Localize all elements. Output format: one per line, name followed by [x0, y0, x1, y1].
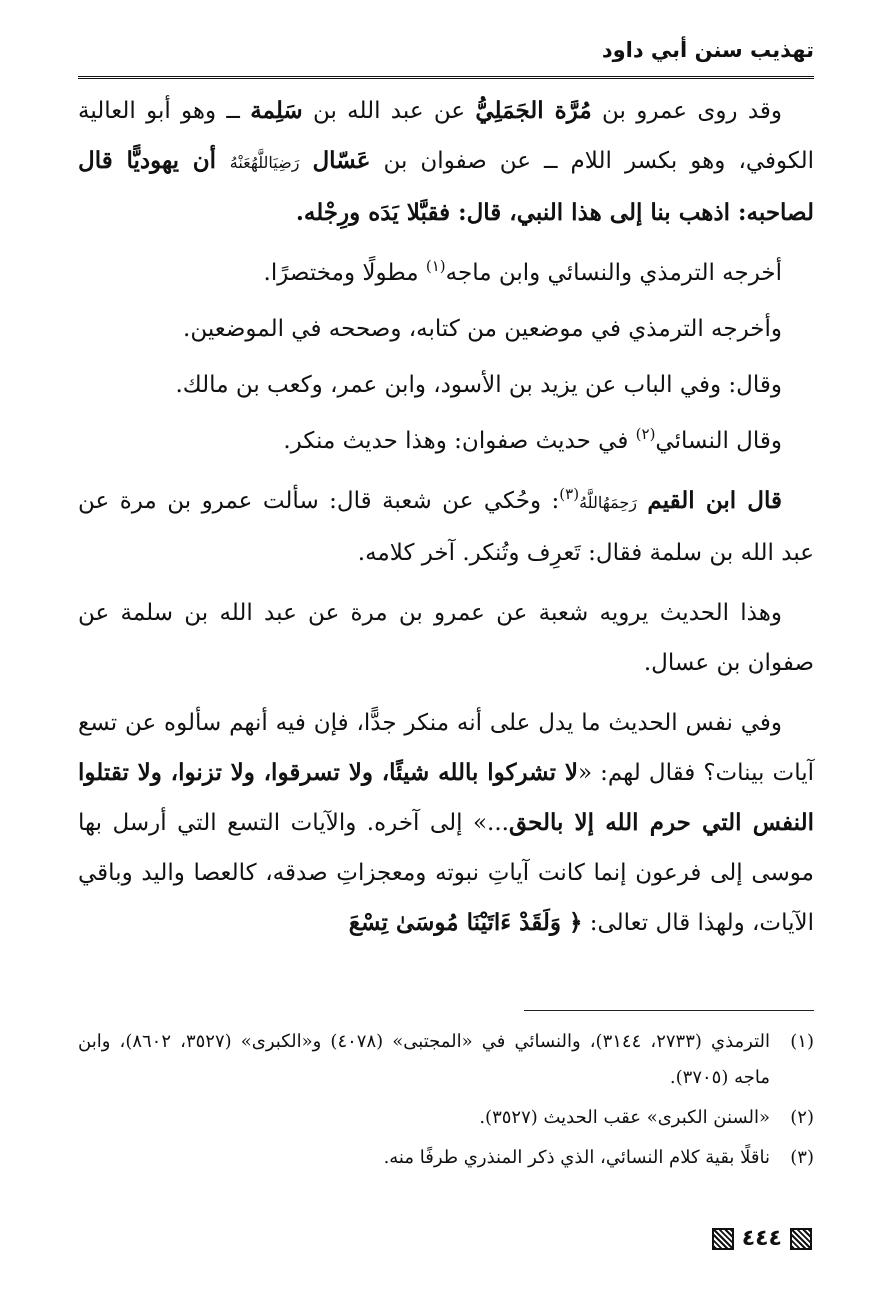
- paragraph-4: وقال: وفي الباب عن يزيد بن الأسود، وابن عمر، وكعب بن مالك.: [175, 372, 782, 398]
- footnote-ref-2[interactable]: (٢): [635, 425, 656, 443]
- running-header: [78, 36, 814, 79]
- paragraph-7: وهذا الحديث يرويه شعبة عن عمرو بن مرة عن عبد الله بن سلمة عن صفوان بن عسال.: [78, 600, 814, 676]
- paragraph-5: وقال النسائي$^{(٢)}$ في حديث صفوان: وهذا حديث منكر.: [283, 425, 782, 454]
- page-number-block: [712, 1226, 812, 1251]
- paragraph-2: أخرجه الترمذي والنسائي وابن ماجه$^{(١)}$ مطولًا ومختصرًا.: [263, 257, 782, 286]
- footnote-ref-1[interactable]: (١): [425, 257, 446, 275]
- ornament-icon: [712, 1228, 734, 1250]
- main-text: [78, 86, 814, 958]
- paragraph-8: وفي نفس الحديث ما يدل على أنه منكر جدًّا، فإن فيه أنهم سألوه عن تسع آيات بينات؟ فقال لهم: «لا تشركوا بالله شيئًا، ولا تسرقوا، ولا تزنوا، ولا تقتلوا النفس التي حرم الله إلا بالحق...» إلى آخره. والآيات التسع التي أرسل بها موسى إلى فرعون إنما كانت آياتِ نبوته ومعجزاتِ صدقه، كالعصا واليد وباقي الآيات، ولهذا قال تعالى: ﴿ وَلَقَدْ ءَاتَيْنَا مُوسَىٰ تِسْعَ: [78, 710, 815, 936]
- prophetic-quote: لا تشركوا بالله شيئًا، ولا تسرقوا، ولا تزنوا، ولا تقتلوا النفس التي حرم الله إلا بالحق: [78, 759, 814, 836]
- footnote-2: (٢) «السنن الكبرى» عقب الحديث (٣٥٢٧).: [479, 1107, 814, 1128]
- page-number: ٤٤٤: [741, 1226, 782, 1251]
- paragraph-6: قال ابن القيم رَحِمَهُاللَّهُ$^{(٣)}$: وحُكي عن شعبة قال: سألت عمرو بن مرة عن عبد الله بن سلمة فقال: تَعرِف وتُنكر. آخر كلامه.: [78, 485, 814, 566]
- paragraph-1: وقد روى عمرو بن مُرَّة الجَمَلِيُّ عن عبد الله بن سَلِمة ــ وهو أبو العالية الكوفي، وهو بكسر اللام ــ عن صفوان بن عَسّال رَضِيَاللَّهُعَنْهُ أن يهوديًّا قال لصاحبه: اذهب بنا إلى هذا النبي، قال: فقبَّلا يَدَه ورِجْله.: [78, 97, 815, 226]
- quran-verse: ﴿ وَلَقَدْ ءَاتَيْنَا مُوسَىٰ تِسْعَ: [348, 909, 583, 936]
- paragraph-3: وأخرجه الترمذي في موضعين من كتابه، وصححه في الموضعين.: [183, 316, 782, 342]
- ornament-icon: [790, 1228, 812, 1250]
- footnote-divider: [524, 1010, 814, 1011]
- book-title: تهذيب سنن أبي داود: [601, 38, 814, 62]
- footnotes: [78, 1024, 814, 1180]
- footnote-ref-3[interactable]: (٣): [559, 485, 580, 503]
- honorific-radiallahu-anhu: رَضِيَاللَّهُعَنْهُ: [229, 153, 300, 172]
- footnote-3: (٣) ناقلًا بقية كلام النسائي، الذي ذكر المنذري طرفًا منه.: [383, 1147, 814, 1168]
- honorific-rahimahullah: رَحِمَهُاللَّهُ: [579, 493, 637, 512]
- footnote-1: (١) الترمذي (٢٧٣٣، ٣١٤٤)، والنسائي في «المجتبى» (٤٠٧٨) و«الكبرى» (٣٥٢٧، ٨٦٠٢)، وابن ماجه (٣٧٠٥).: [78, 1031, 814, 1088]
- ibn-qayyim-label: قال ابن القيم: [647, 487, 783, 514]
